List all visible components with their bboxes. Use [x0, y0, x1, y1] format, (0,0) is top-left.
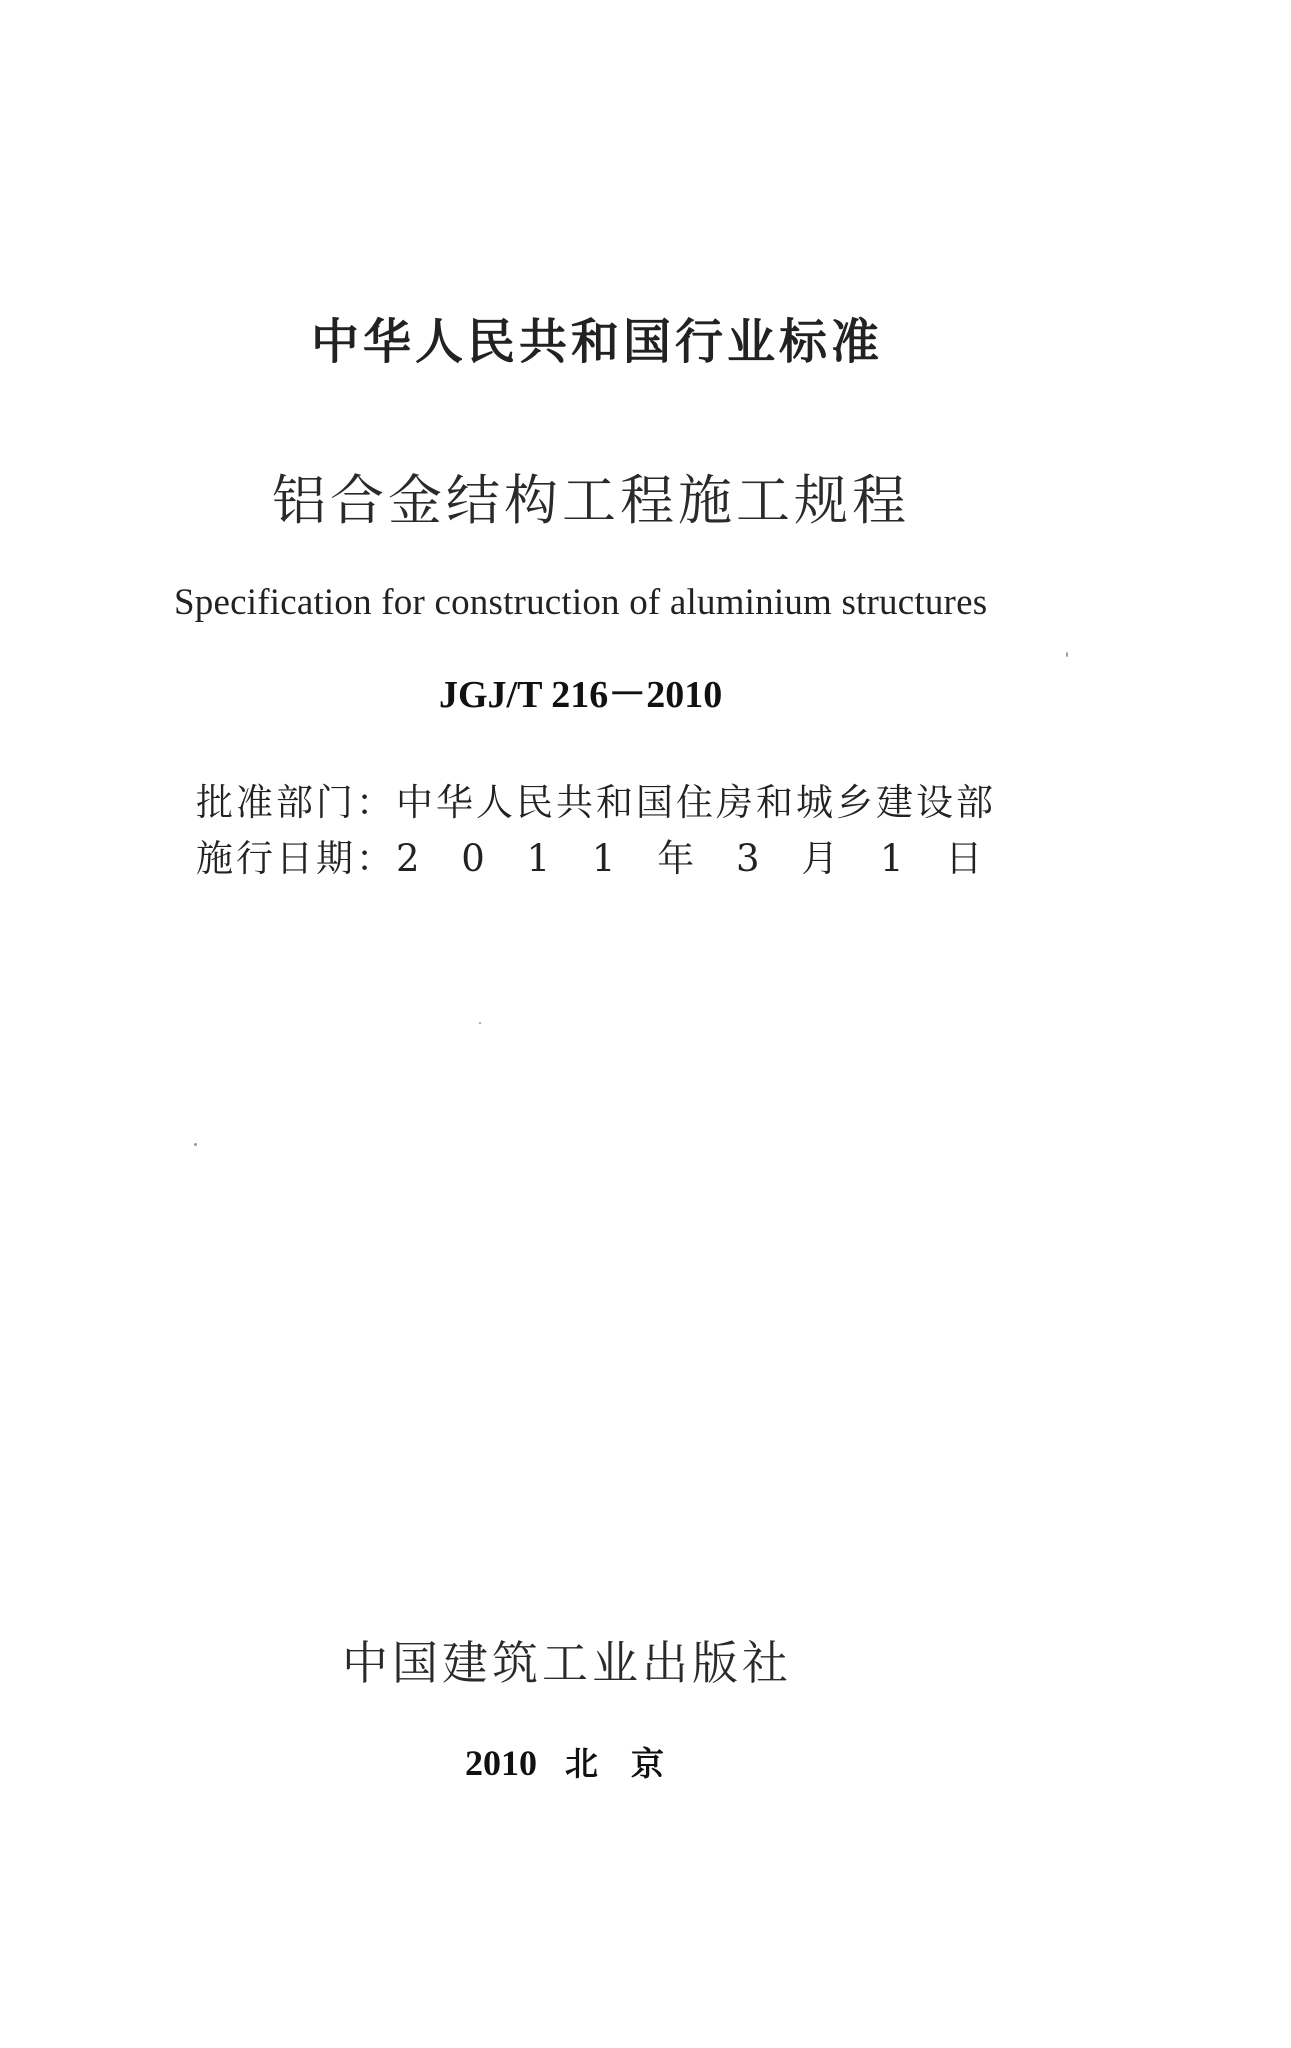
scan-speck	[479, 1022, 481, 1024]
standard-type-heading: 中华人民共和国行业标准	[311, 314, 884, 370]
approval-value: 中华人民共和国住房和城乡建设部	[396, 781, 996, 824]
publication-place-year	[465, 1745, 692, 1781]
title-chinese: 铝合金结构工程施工规程	[272, 469, 910, 532]
scan-speck	[1066, 652, 1068, 657]
effective-date-line	[196, 837, 987, 880]
publisher-name: 中国建筑工业出版社	[342, 1636, 792, 1690]
effective-label: 施行日期：	[196, 837, 396, 880]
approval-line	[196, 781, 996, 824]
title-english: Specification for construction of aluminium structures	[174, 582, 988, 623]
publication-year: 2010	[465, 1743, 537, 1783]
standard-code: JGJ/T 216－2010	[439, 674, 723, 716]
effective-value: 2 0 1 1 年 3 月 1 日	[396, 837, 987, 880]
publication-city: 北 京	[565, 1744, 664, 1783]
scan-speck	[194, 1143, 197, 1146]
approval-label: 批准部门：	[196, 781, 396, 824]
